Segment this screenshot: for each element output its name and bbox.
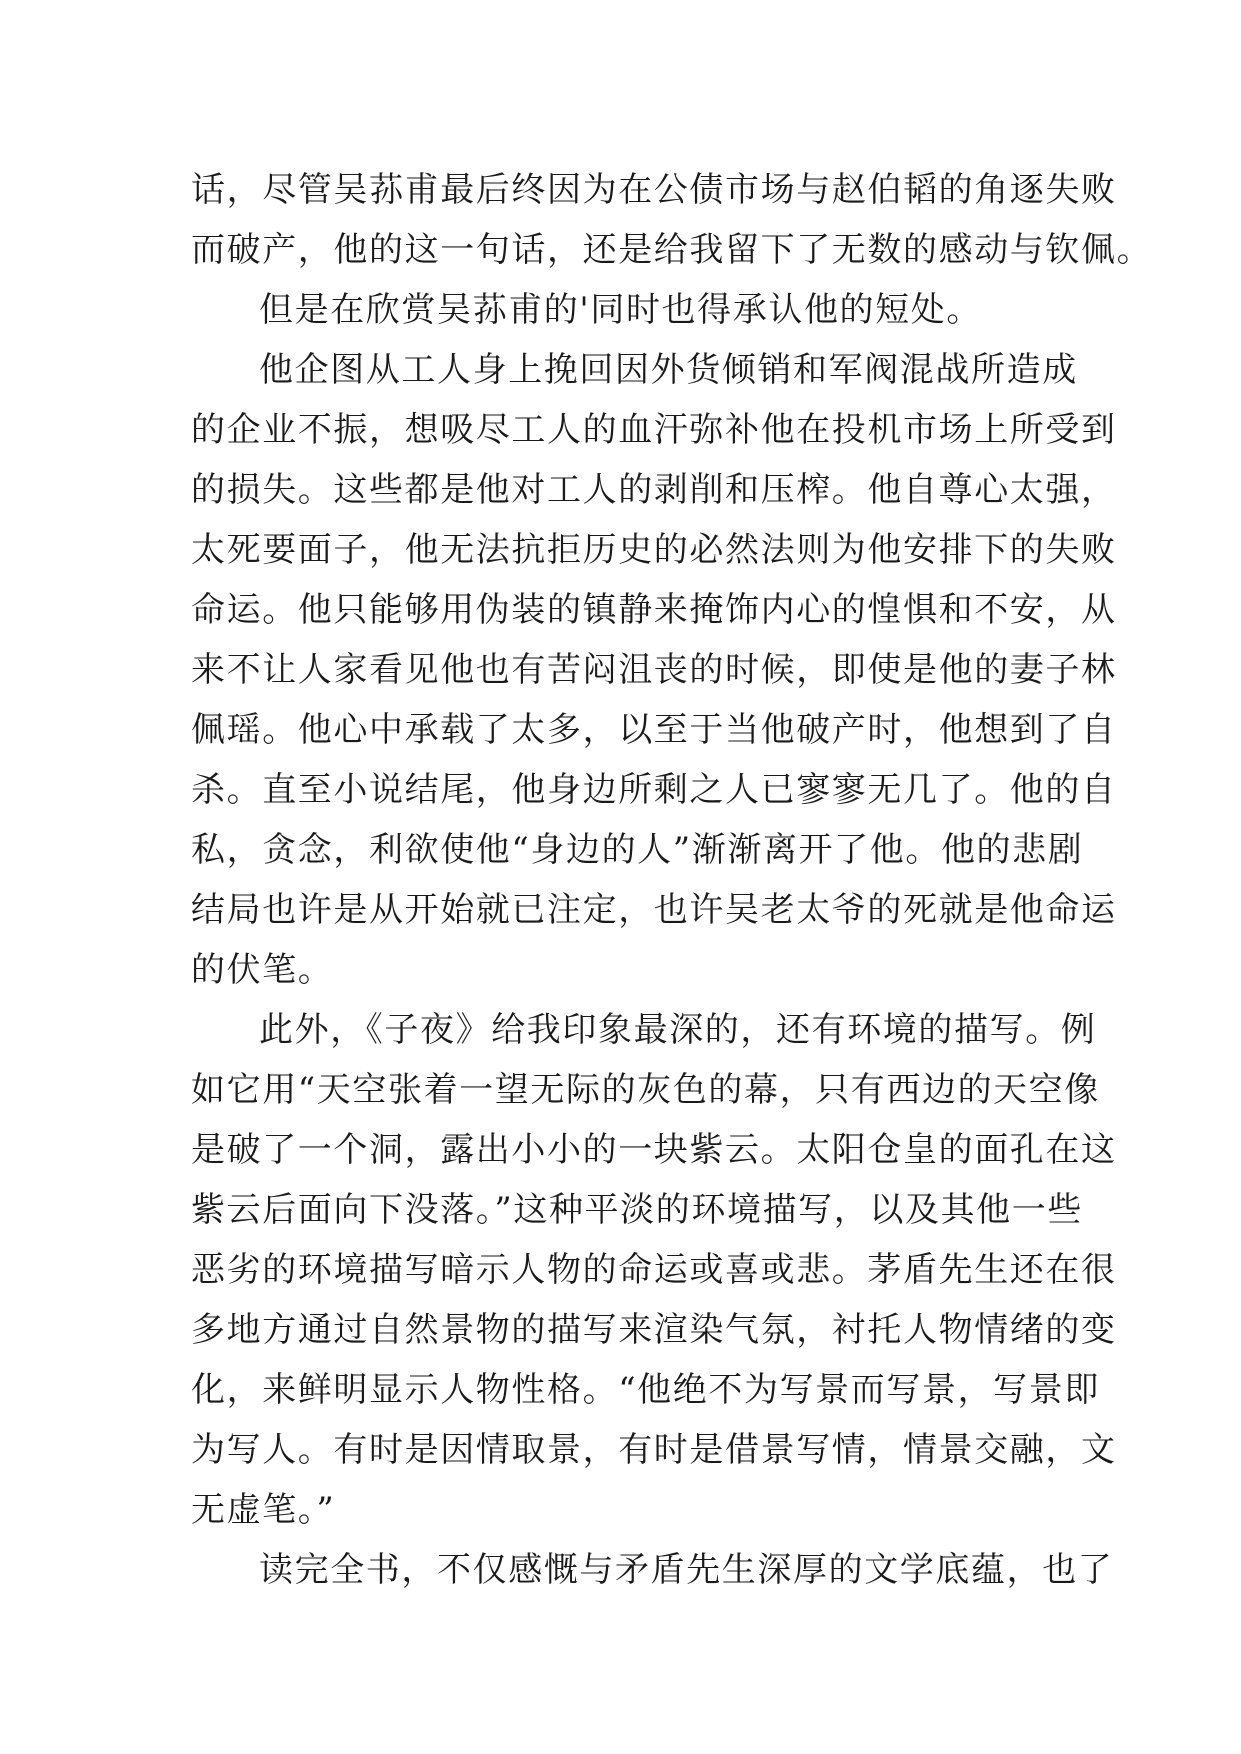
text-line: 无虚笔。” <box>191 1490 336 1530</box>
text-line: 结局也许是从开始就已注定，也许吴老太爷的死就是他命运 <box>191 890 1117 930</box>
paragraph-first-line: 此外，《子夜》给我印象最深的，还有环境的描写。例 <box>259 1010 1097 1050</box>
body-text <box>191 160 1153 1600</box>
text-line: 太死要面子，他无法抗拒历史的必然法则为他安排下的失败 <box>191 530 1117 570</box>
text-line: 紫云后面向下没落。”这种平淡的环境描写，以及其他一些 <box>191 1190 1083 1230</box>
text-line: 佩瑶。他心中承载了太多，以至于当他破产时，他想到了自 <box>191 710 1117 750</box>
text-line: 化，来鲜明显示人物性格。“他绝不为写景而写景，写景即 <box>191 1370 1100 1410</box>
text-line: 杀。直至小说结尾，他身边所剩之人已寥寥无几了。他的自 <box>191 770 1117 810</box>
text-line: 的损失。这些都是他对工人的剥削和压榨。他自尊心太强， <box>191 470 1117 510</box>
text-line: 而破产，他的这一句话，还是给我留下了无数的感动与钦佩。 <box>191 230 1153 270</box>
text-line: 命运。他只能够用伪装的镇静来掩饰内心的惶惧和不安，从 <box>191 590 1117 630</box>
paragraph-first-line: 他企图从工人身上挽回因外货倾销和军阀混战所造成 <box>259 350 1078 390</box>
text-line: 的伏笔。 <box>191 950 334 990</box>
text-line: 如它用“天空张着一望无际的灰色的幕，只有西边的天空像 <box>191 1070 1100 1110</box>
text-line: 私，贪念，利欲使他“身边的人”渐渐离开了他。他的悲剧 <box>191 830 1084 870</box>
text-line: 是破了一个洞，露出小小的一块紫云。太阳仓皇的面孔在这 <box>191 1130 1117 1170</box>
text-line: 为写人。有时是因情取景，有时是借景写情，情景交融，文 <box>191 1430 1117 1470</box>
paragraph-first-line: 但是在欣赏吴荪甫的'同时也得承认他的短处。 <box>259 290 982 330</box>
text-line: 的企业不振，想吸尽工人的血汗弥补他在投机市场上所受到 <box>191 410 1117 450</box>
text-line: 恶劣的环境描写暗示人物的命运或喜或悲。茅盾先生还在很 <box>191 1250 1117 1290</box>
paragraph-first-line: 读完全书，不仅感慨与矛盾先生深厚的文学底蕴，也了 <box>259 1550 1114 1590</box>
text-line: 多地方通过自然景物的描写来渲染气氛，衬托人物情绪的变 <box>191 1310 1117 1350</box>
text-line: 来不让人家看见他也有苦闷沮丧的时候，即使是他的妻子林 <box>191 650 1117 690</box>
text-line: 话，尽管吴荪甫最后终因为在公债市场与赵伯韬的角逐失败 <box>191 170 1117 210</box>
